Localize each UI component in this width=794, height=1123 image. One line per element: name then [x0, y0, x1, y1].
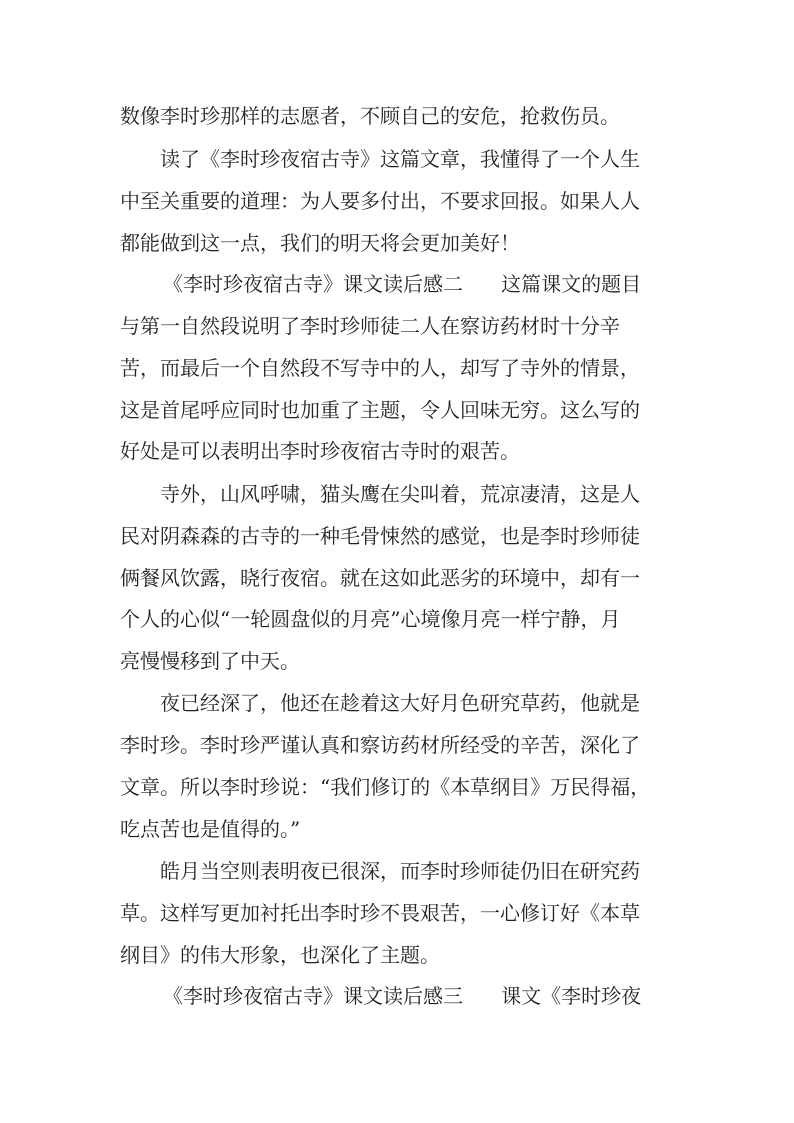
- text-line-2: 读了《李时珍夜宿古寺》这篇文章，我懂得了一个人生: [160, 147, 640, 171]
- section-heading-2: 《李时珍夜宿古寺》课文读后感二 这篇课文的题目: [163, 272, 642, 296]
- text-line-6: 与第一自然段说明了李时珍师徒二人在察访药材时十分辛: [120, 314, 620, 338]
- text-line-16: 李时珍。李时珍严谨认真和察访药材所经受的辛苦，深化了: [120, 733, 640, 757]
- text-line-7: 苦，而最后一个自然段不写寺中的人，却写了寺外的情景，: [120, 356, 640, 380]
- text-line-10: 寺外，山风呼啸，猫头鹰在尖叫着，荒凉凄清，这是人: [160, 482, 640, 506]
- text-line-21: 纲目》的伟大形象，也深化了主题。: [120, 943, 440, 967]
- text-line-13: 个人的心似“一轮圆盘似的月亮”心境像月亮一样宁静，月: [120, 607, 621, 631]
- text-line-3: 中至关重要的道理：为人要多付出，不要求回报。如果人人: [120, 189, 640, 213]
- text-line-9: 好处是可以表明出李时珍夜宿古寺时的艰苦。: [120, 439, 520, 463]
- section-heading-3: 《李时珍夜宿古寺》课文读后感三 课文《李时珍夜: [163, 984, 642, 1008]
- text-line-19: 皓月当空则表明夜已很深，而李时珍师徒仍旧在研究药: [160, 859, 640, 883]
- text-line-11: 民对阴森森的古寺的一种毛骨悚然的感觉，也是李时珍师徒: [120, 524, 640, 548]
- text-line-14: 亮慢慢移到了中天。: [120, 649, 300, 673]
- text-line-8: 这是首尾呼应同时也加重了主题，令人回味无穷。这么写的: [120, 398, 640, 422]
- text-line-20: 草。这样写更加衬托出李时珍不畏艰苦，一心修订好《本草: [120, 901, 640, 925]
- text-line-1: 数像李时珍那样的志愿者，不顾自己的安危，抢救伤员。: [120, 104, 620, 128]
- text-line-4: 都能做到这一点，我们的明天将会更加美好！: [120, 231, 520, 255]
- text-line-18: 吃点苦也是值得的。”: [120, 817, 301, 841]
- text-line-15: 夜已经深了，他还在趁着这大好月色研究草药，他就是: [160, 691, 640, 715]
- text-line-17: 文章。所以李时珍说：“我们修订的《本草纲目》万民得福，: [120, 775, 651, 799]
- text-line-12: 俩餐风饮露，晓行夜宿。就在这如此恶劣的环境中，却有一: [120, 566, 640, 590]
